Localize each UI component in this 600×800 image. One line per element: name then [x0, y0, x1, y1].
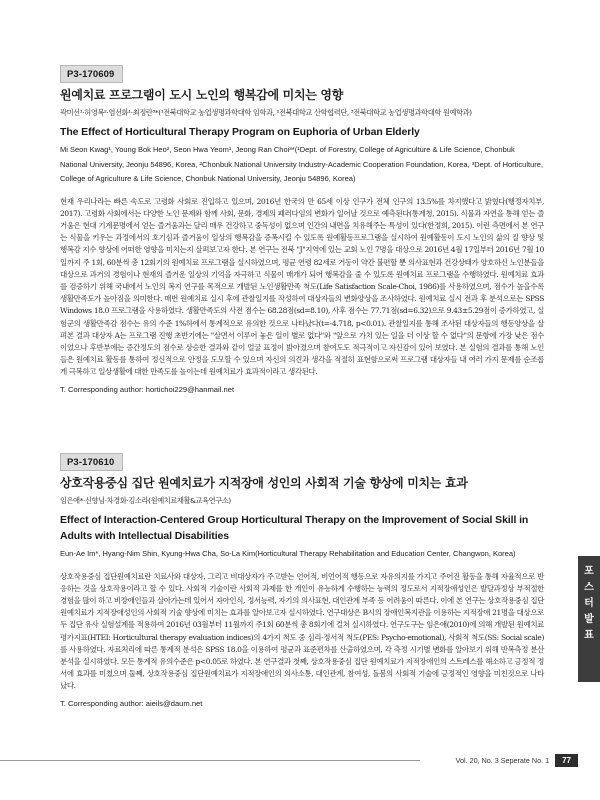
korean-authors: 곽미선¹·허영복²·염선화¹·최정란³*(¹전북대학교 농업생명과학대학 임학과, ²전북대학교 산학협력단, ³전북대학교 농업생명과학대학 원예학과): [60, 108, 472, 117]
corresponding-email: aieils@daum.net: [145, 698, 203, 708]
corresponding-label: T. Corresponding author:: [60, 698, 144, 708]
side-tab-char: 스: [584, 582, 594, 593]
abstract-body: 상호작용중심 집단원예치료란 치료사와 대상자, 그리고 비대상자가 주고받는 언어적, 비언어적 행동으로 자유의지를 가지고 주어진 활동을 통해 자율적으로 반응하는 것을 상호작용이라고 할 수 있다. 사회적 기술이란 사회적 과제를 한 개인이 유능하게 수행하는 능력의 정도로서 지적장애성인은 발달과정상 부적절한 경험을 많이 하고 비장애인들과 살아가는데 있어서 자아인식, 정서능력, 자기의 의사표현, 대인관계 부족 등 어려움이 따른다. 이에 본 연구는 상호작용중심 집단 원예치료가 지적장애성인의 사회적 기술 향상에 미치는 효과를 알아보고자 실시하였다. 연구대상은 B시의 장애인복지관을 이용하는 지적장애 21명을 대상으로 두 집단 유사 실험설계를 적용하여 2016년 03월부터 11월까지 주1회 60분씩 총 8회기에 걸쳐 실시하였다. 연구도구는 임은애(2010)에 의해 개발된 원예치료 평가지표(HTEI: Horticultural therapy evaluation indices)의 4가지 척도 중 심리-정서적 척도(PES: Psycho-emotional), 사회적 척도(SS: Social scale)를 사용하였다. 자료처리에 따른 통계적 분석은 SPSS 18.0을 이용하여 평균과 표준편차를 산출하였으며, 각 측정 시기별 변화를 알아보기 위해 반복측정 분산분석을 실시하였다. 모든 통계적 유의수준은 p<0.05로 하였다. 본 연구결과 첫째, 상호작용중심 집단 원예치료가 지적장애인의 스트레스를 해소하고 긍정적 정서에 효과를 미쳤으며 둘째, 상호작용중심 집단원예치료가 지적장애인의 의사소통, 대인관계, 참여성, 돌봄의 사회적 기술에 긍정적인 영향을 미친것으로 나타났다.: [60, 571, 544, 691]
corresponding-author: [60, 385, 544, 394]
page-number: 77: [555, 754, 578, 767]
english-title: The Effect of Horticultural Therapy Program on Euphoria of Urban Elderly: [60, 126, 420, 138]
side-tab-char: 터: [584, 598, 594, 609]
journal-info: Vol. 20, No. 3 Seperate No. 1: [455, 755, 550, 765]
korean-title: 상호작용중심 집단 원예치료가 지적장애 성인의 사회적 기술 향상에 미치는 효과: [60, 476, 468, 490]
corresponding-email: hortichoi229@hanmail.net: [145, 384, 235, 394]
abstract-code: P3-170610: [60, 453, 123, 471]
korean-title: 원예치료 프로그램이 도시 노인의 행복감에 미치는 영향: [60, 88, 343, 102]
english-authors: Eun-Ae Im*, Hyang-Nim Shin, Kyung-Hwa Cha, So-La Kim(Horticultural Therapy Rehabilitation and Education Center, Changwon, Korea): [60, 549, 516, 558]
english-title: Effect of Interaction-Centered Group Horticultural Therapy on the Improvement of Social Skill in Adults with Intellectual Disabilities: [60, 514, 529, 542]
footer-rule: [0, 760, 420, 761]
side-tab-char: 발: [584, 614, 594, 625]
side-tab-char: 표: [584, 630, 594, 641]
section-side-tab: [578, 556, 600, 682]
corresponding-author: [60, 699, 544, 708]
abstract-body: 현재 우리나라는 빠른 속도로 고령화 사회로 진입하고 있으며, 2016년 한국의 만 65세 이상 인구가 전체 인구의 13.5%를 차지했다고 밝혔다(행정자치부, 2017). 고령화 사회에서는 다양한 노인 문제와 함께 사회, 문화, 경제의 패러다임의 변화가 일어날 것으로 예측된다(통계청, 2015). 식물과 자연을 통해 얻는 즐거움은 현대 기계문명에서 얻는 즐거움과는 달리 매우 건강하고 중독성이 없으며 인간의 내면을 치유해주는 특성이 있다(한정희, 2015). 이런 측면에서 본 연구는 식물을 키우는 과정에서의 호기심과 즐거움이 일상의 행복감을 증폭시킬 수 있도록 원예활동프로그램을 실시하여 원예활동이 도시 노인의 삶의 질 향상 및 행복감 지수 향상에 어떠한 영향을 미치는지 살펴보고자 한다. 본 연구는 전북 "J"지역에 있는 교회 노인 7명을 대상으로 2016년 4월 17일부터 2016년 7월 10일까지 주 1회, 60분씩 총 12회기의 원예치료 프로그램을 실시하였으며, 평균 연령 82세로 거동이 약간 불편할 뿐 의사표현과 건강상태가 양호하신 노인분들을 대상으로 과거의 경험이나 현재의 즐거운 일상의 기억을 자극하고 식물이 매개가 되어 행복감을 줄 수 있도록 원예치료 프로그램을 수행하였다. 원예치료 효과를 검증하기 위해 국내에서 노인의 복지 연구를 목적으로 개발된 노인생활만족 척도(Life Satisfaction Scale-Choi, 1986)를 사용하였으며, 점수가 높을수록 생활만족도가 높아짐을 의미한다. 매번 원예치료 실시 후에 관찰일지를 작성하여 대상자들의 변화양상을 조사하였다. 원예치료 실시 전과 후 분석으로는 SPSS Windows 18.0 프로그램을 사용하였다. 생활만족도의 사전 점수는 68.28점(sd=8.10), 사후 점수는 77.71점(sd=6.32)으로 9.43±5.29점이 증가하였고, 실험군의 생활만족감 점수는 유의 수준 1%하에서 통계적으로 유의한 것으로 나타났다(t=-4.718, p<0.01). 관찰일지를 통해 조사된 대상자들의 행동양상을 살펴본 결과 대상자 A는 프로그램 진행 초반기에는 "살면서 이루어 놓은 일이 별로 없다"와 "앞으로 가치 있는 일을 더 이상 할 수 없다"의 문항에 가장 낮은 점수이었으나 후반부에는 증간정도의 점수로 상승한 결과와 같이 얼굴 표정이 밝아졌으며 참여도도 적극적이고 자신감이 있어 보였다. 본 실험의 결과를 통해 노인들은 원예치료 활동를 통하여 정신적으로 안정을 도모할 수 있으며 자신의 의견과 생각을 적절히 표현함으로써 프로그램 대상자들 내 여러 가지 문제를 순조롭게 극복하고 일상생활에 대한 만족도를 높이는데 원예치료가 효과적이라고 생각된다.: [60, 196, 544, 377]
abstract-code: P3-170609: [60, 65, 123, 83]
korean-authors: 임은애*·신향님·차경화·김소라(원예치료재활&교육연구소): [60, 496, 231, 505]
abstract-1: [60, 62, 544, 394]
corresponding-label: T. Corresponding author:: [60, 384, 144, 394]
page-footer: [456, 753, 578, 767]
english-authors: Mi Seon Kwag¹, Young Bok Heo², Seon Hwa Yeom¹, Jeong Ran Choi³*(¹Dept. of Forestry, College of Agriculture & Life Science, Chonbuk National University, Jeonju 54896, Korea, ²Chonbuk National University Industry-Academic Cooperation Foundation, Korea, ³Dept. of Horticulture, College of Agriculture & Life Science, Chonbuk National University, Jeonju 54896, Korea): [60, 145, 544, 183]
side-tab-char: 포: [584, 566, 594, 577]
abstract-2: [60, 450, 544, 708]
